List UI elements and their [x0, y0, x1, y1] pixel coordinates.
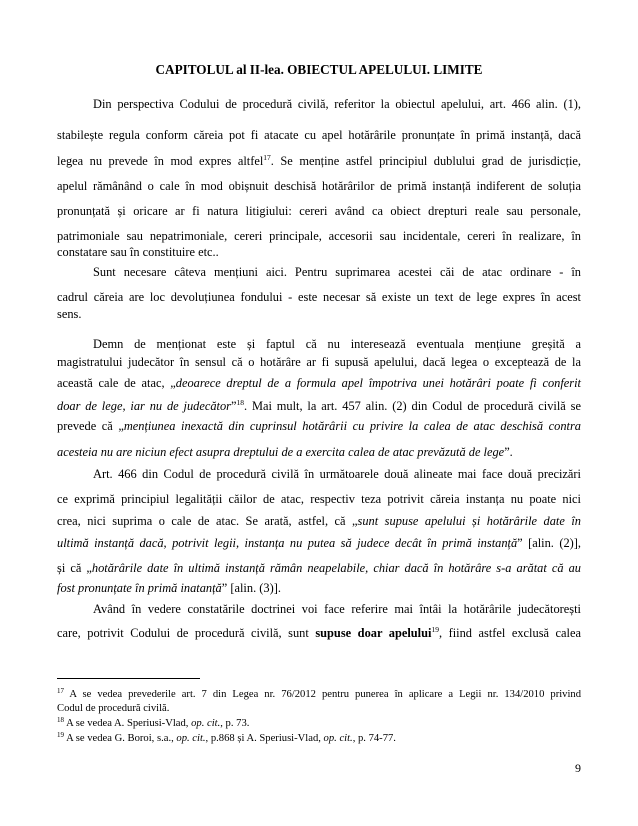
- text-line: [57, 228, 581, 244]
- text-run: , p. 74-77.: [352, 733, 396, 744]
- text-run: ” [alin. (3)].: [221, 581, 281, 595]
- footnote-reference: 18: [236, 398, 244, 407]
- text-run: legea nu prevede în mod expres altfel: [57, 154, 264, 168]
- text-run: ce exprimă principiul legalității căilor de atac, respectiv teza potrivit căreia instanța nu poate nici: [57, 492, 581, 506]
- text-run: acesteia nu are niciun efect asupra dreptului de a exercita calea de atac prevăzută de lege: [57, 445, 505, 459]
- text-run: op. cit.: [191, 718, 221, 729]
- text-line: [93, 466, 581, 482]
- text-line: [93, 336, 581, 352]
- footnote-reference: 19: [431, 625, 439, 634]
- text-run: , p.868 și A. Speriusi-Vlad,: [205, 733, 324, 744]
- text-run: A se vedea G. Boroi, s.a.,: [64, 733, 177, 744]
- text-run: . Se menține astfel principiul dublului grad de jurisdicție,: [270, 154, 582, 168]
- text-line: [57, 444, 581, 460]
- footnote-line: [57, 702, 581, 715]
- text-line: [57, 153, 581, 169]
- text-run: cadrul căreia are loc devoluțiunea fondului - este necesar să existe un text de lege expres în acest: [57, 290, 581, 304]
- text-run: Având în vedere constatările doctrinei voi face referire mai întâi la hotărârile judecătorești: [93, 602, 581, 616]
- text-run: magistratului judecător în sensul că o hotărâre ar fi supusă apelului, dacă legea o exceptează de la: [57, 355, 581, 369]
- text-run: , fiind astfel exclusă calea: [438, 626, 581, 640]
- text-line: [57, 398, 581, 414]
- text-line: [57, 178, 581, 194]
- text-run: Demn de menționat este și faptul că nu interesează eventuala mențiune greșită a: [93, 337, 581, 351]
- text-run: pronunțată și oricare ar fi natura litigiului: cereri având ca obiect drepturi reale sau personale,: [57, 204, 581, 218]
- page-number: 9: [575, 761, 581, 775]
- text-run: crea, nici suprima o cale de atac. Se arată, astfel, că „: [57, 514, 358, 528]
- text-run: hotărârile date în ultimă instanță rămân neapelabile, chiar dacă în hotărâre s-a arătat că au: [91, 561, 581, 575]
- text-run: Art. 466 din Codul de procedură civilă în următoarele două alineate mai face două precizări: [93, 467, 581, 481]
- footnote-reference: 18: [57, 716, 64, 724]
- text-line: [57, 560, 581, 576]
- text-run: sens.: [57, 307, 82, 321]
- text-line: [57, 289, 581, 305]
- text-line: [57, 535, 581, 551]
- text-line: [57, 354, 581, 370]
- text-line: [57, 418, 581, 434]
- text-run: op. cit.: [323, 733, 353, 744]
- chapter-title: CAPITOLUL al II-lea. OBIECTUL APELULUI. LIMITE: [155, 62, 483, 77]
- text-run: . Mai mult, la art. 457 alin. (2) din Codul de procedură civilă se: [244, 399, 581, 413]
- text-run: A se vedea A. Speriusi-Vlad,: [64, 718, 192, 729]
- text-run: ” [alin. (2)],: [517, 536, 582, 550]
- text-run: , p. 73.: [220, 718, 250, 729]
- text-run: deoarece dreptul de a formula apel împotriva unei hotărâri poate fi conferit: [175, 376, 581, 390]
- text-line: [57, 491, 581, 507]
- text-line: [57, 127, 581, 143]
- text-run: această cale de atac, „: [57, 376, 176, 390]
- text-run: ultimă instanță dacă, potrivit legii, instanța nu putea să judece decât în primă instanță: [57, 536, 518, 550]
- text-run: sunt supuse apelului și hotărârile date în: [357, 514, 581, 528]
- text-line: [57, 625, 581, 641]
- text-run: Codul de procedură civilă.: [57, 703, 170, 714]
- text-run: stabilește regula conform căreia pot fi atacate cu apel hotărârile pronunțate în primă instanță, dacă: [57, 128, 581, 142]
- footnote-reference: 17: [57, 687, 64, 695]
- text-run: prevede că „: [57, 419, 124, 433]
- text-line: [93, 601, 581, 617]
- footnote-line: [57, 717, 581, 730]
- footnote-reference: 19: [57, 731, 64, 739]
- text-run: supuse doar apelului: [315, 626, 432, 640]
- text-run: fost pronunțate în primă inatanță: [57, 581, 222, 595]
- text-line: [57, 513, 581, 529]
- text-line: [57, 580, 581, 596]
- text-run: ”.: [504, 445, 513, 459]
- text-line: [57, 375, 581, 391]
- text-line: [57, 203, 581, 219]
- text-run: A se vedea prevederile art. 7 din Legea nr. 76/2012 pentru punerea în aplicare a Legii nr. 134/2010 privind: [64, 689, 581, 700]
- text-run: care, potrivit Codului de procedură civilă, sunt: [57, 626, 316, 640]
- text-run: doar de lege, iar nu de judecător: [57, 399, 231, 413]
- text-line: [93, 264, 581, 280]
- footnote-separator: [57, 678, 200, 679]
- text-run: mențiunea inexactă din cuprinsul hotărârii cu privire la calea de atac deschisă contra: [123, 419, 581, 433]
- footnote-line: [57, 732, 581, 745]
- text-run: și că „: [57, 561, 92, 575]
- text-line: [57, 244, 581, 260]
- text-run: patrimoniale sau nepatrimoniale, cereri principale, accesorii sau incidentale, cereri în realizare, în: [57, 229, 581, 243]
- text-run: op. cit.: [176, 733, 206, 744]
- text-line: [57, 306, 581, 322]
- text-run: apelul rămânând o cale în mod obișnuit deschisă hotărârilor de primă instanță indiferent de soluția: [57, 179, 581, 193]
- text-run: ”: [231, 399, 237, 413]
- text-run: Sunt necesare câteva mențiuni aici. Pentru suprimarea acestei căi de atac ordinare - în: [93, 265, 581, 279]
- footnote-line: [57, 688, 581, 701]
- text-line: [93, 96, 581, 112]
- text-run: constatare sau în constituire etc..: [57, 245, 219, 259]
- text-run: Din perspectiva Codului de procedură civilă, referitor la obiectul apelului, art. 466 alin. (1),: [93, 97, 581, 111]
- footnote-reference: 17: [263, 153, 271, 162]
